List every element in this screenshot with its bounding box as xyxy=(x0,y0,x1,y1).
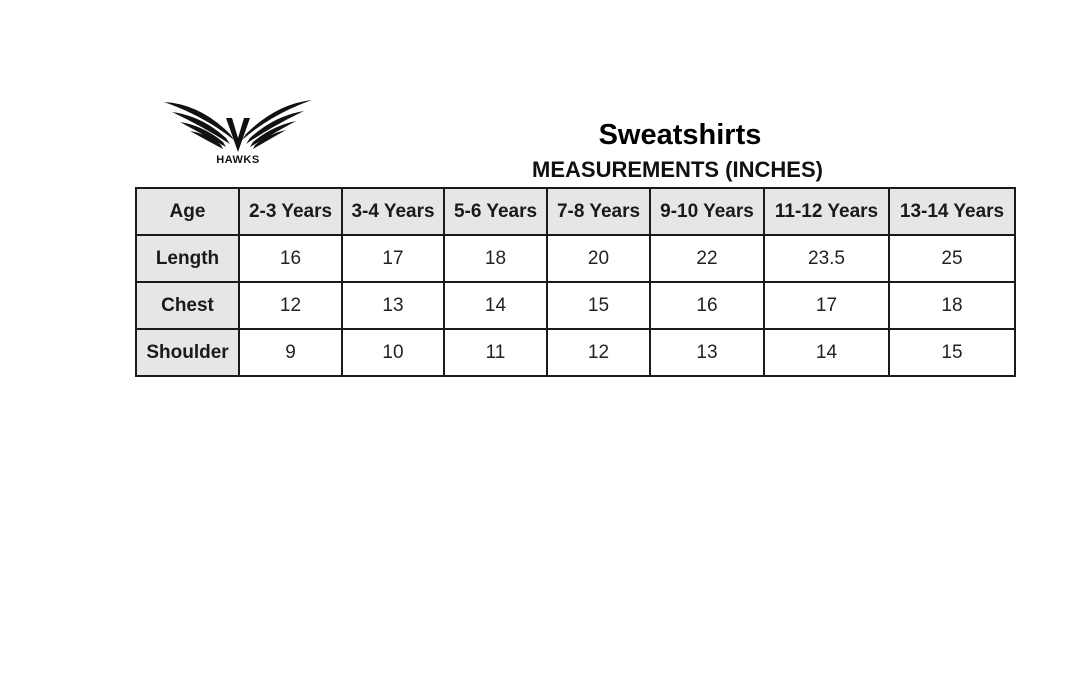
table-cell: 18 xyxy=(889,282,1015,329)
table-row-length xyxy=(136,235,1015,282)
page-subtitle: MEASUREMENTS (INCHES) xyxy=(532,157,823,182)
column-header: 11-12 Years xyxy=(764,188,889,235)
table-cell: 17 xyxy=(764,282,889,329)
size-chart-table xyxy=(135,187,1016,377)
table-cell: 22 xyxy=(650,235,764,282)
table-cell: 12 xyxy=(239,282,342,329)
brand-logo xyxy=(160,96,316,174)
table-cell: 13 xyxy=(650,329,764,376)
table-cell: 15 xyxy=(889,329,1015,376)
table-cell: 15 xyxy=(547,282,650,329)
table-cell: 14 xyxy=(444,282,547,329)
table-cell: 12 xyxy=(547,329,650,376)
row-label: Shoulder xyxy=(136,329,239,376)
table-cell: 13 xyxy=(342,282,444,329)
column-header: 13-14 Years xyxy=(889,188,1015,235)
table-cell: 9 xyxy=(239,329,342,376)
row-label: Chest xyxy=(136,282,239,329)
table-cell: 17 xyxy=(342,235,444,282)
table-cell: 14 xyxy=(764,329,889,376)
table-cell: 18 xyxy=(444,235,547,282)
table-cell: 11 xyxy=(444,329,547,376)
table-cell: 16 xyxy=(650,282,764,329)
column-header: 5-6 Years xyxy=(444,188,547,235)
brand-name: HAWKS xyxy=(216,154,260,166)
table-row-chest xyxy=(136,282,1015,329)
table-row-shoulder xyxy=(136,329,1015,376)
corner-header: Age xyxy=(136,188,239,235)
header-row xyxy=(136,188,1015,235)
table-cell: 23.5 xyxy=(764,235,889,282)
table-cell: 25 xyxy=(889,235,1015,282)
column-header: 3-4 Years xyxy=(342,188,444,235)
table-cell: 10 xyxy=(342,329,444,376)
table-cell: 20 xyxy=(547,235,650,282)
row-label: Length xyxy=(136,235,239,282)
table-cell: 16 xyxy=(239,235,342,282)
hawk-wings-icon xyxy=(160,96,316,154)
column-header: 9-10 Years xyxy=(650,188,764,235)
column-header: 2-3 Years xyxy=(239,188,342,235)
column-header: 7-8 Years xyxy=(547,188,650,235)
page-title: Sweatshirts xyxy=(598,119,762,151)
